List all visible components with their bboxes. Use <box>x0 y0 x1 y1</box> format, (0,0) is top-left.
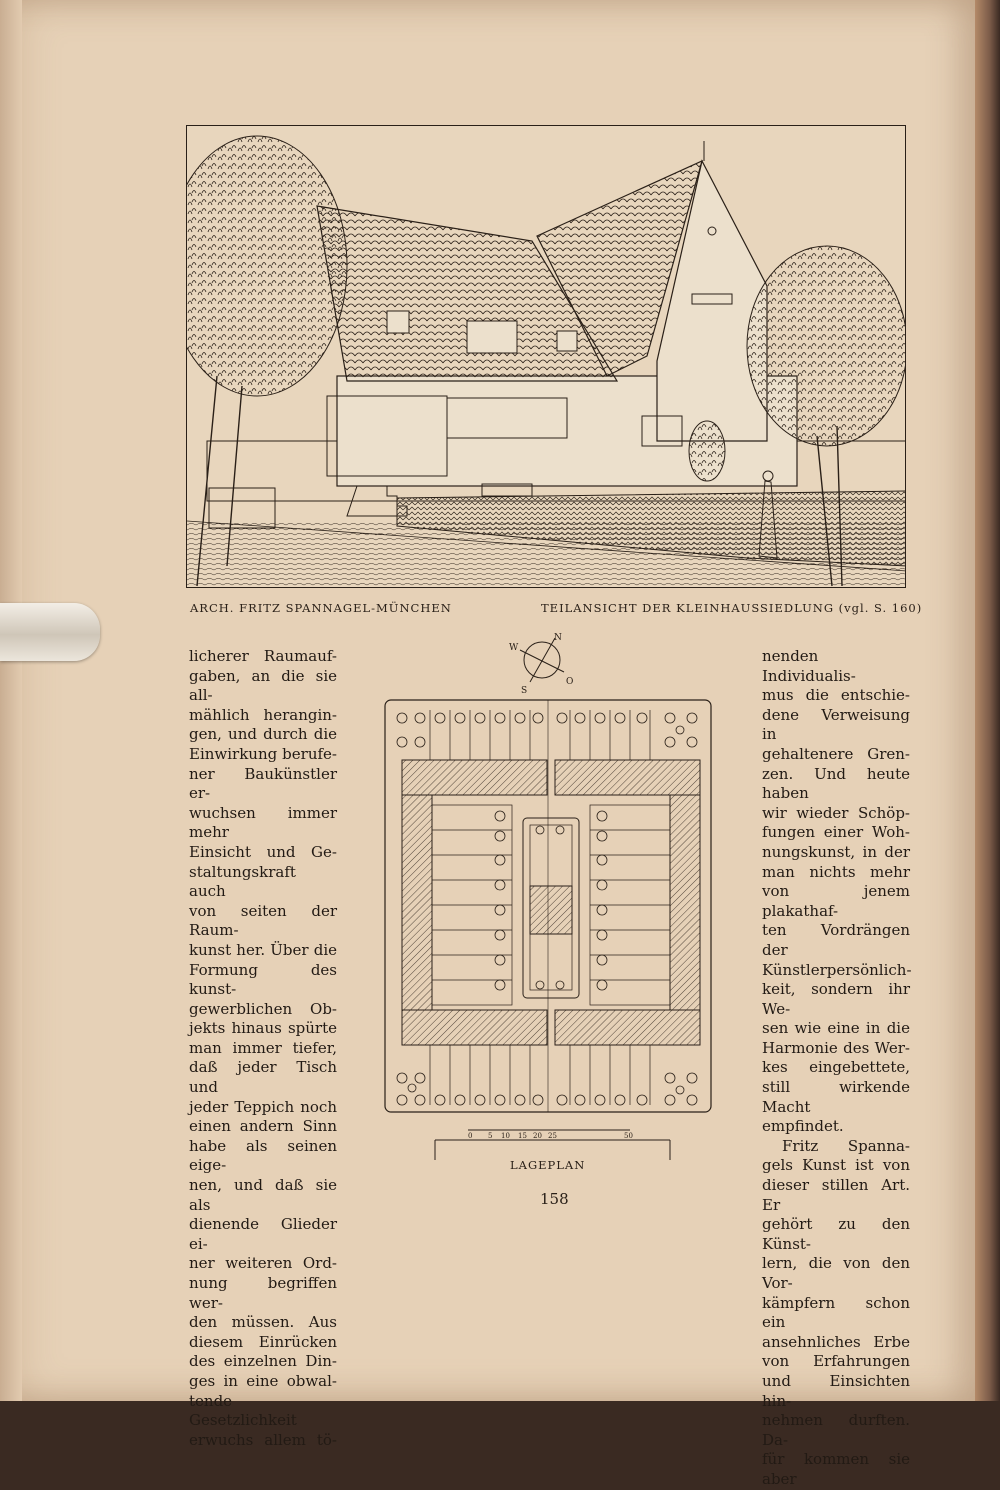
text-line: fungen einer Woh- <box>762 823 910 842</box>
house-drawing <box>187 126 906 588</box>
text-line: diesem Einrücken <box>189 1332 337 1351</box>
text-line: empfindet. <box>762 1117 844 1136</box>
text-line: mus die entschie- <box>762 686 910 705</box>
text-line: gaben, an die sie all- <box>189 666 337 705</box>
text-line: mählich herangin- <box>189 705 337 724</box>
scale-tick: 15 <box>518 1132 527 1140</box>
text-line: Harmonie des Wer- <box>762 1038 910 1057</box>
scale-tick: 50 <box>624 1132 633 1140</box>
text-line: tende Gesetzlichkeit <box>189 1391 297 1430</box>
text-line: still wirkende Macht <box>762 1078 910 1116</box>
text-line: dieser stillen Art. Er <box>762 1176 910 1214</box>
scale-tick: 0 <box>468 1132 473 1140</box>
text-line: Einwirkung berufe- <box>189 744 337 763</box>
text-line: daß jeder Tisch und <box>189 1058 337 1097</box>
text-line: den müssen. Aus <box>189 1313 337 1332</box>
text-line: gehört zu den Künst- <box>762 1215 910 1253</box>
text-line: Künstlerpersönlich- <box>762 960 912 979</box>
text-line: gewerblichen Ob- <box>189 999 337 1018</box>
text-line: nehmen durften. Da- <box>762 1411 910 1449</box>
caption-architect: ARCH. FRITZ SPANNAGEL-MÜNCHEN <box>190 601 452 615</box>
text-line: kämpfern schon ein <box>762 1293 910 1332</box>
text-line: nen, und daß sie als <box>189 1176 337 1214</box>
text-line: staltungskraft auch <box>189 862 296 901</box>
text-line: gen, und durch die <box>189 725 337 744</box>
page-number: 158 <box>540 1190 569 1208</box>
text-line: nenden Individualis- <box>762 647 856 685</box>
text-line: zen. Und heute haben <box>762 764 910 803</box>
compass-o: O <box>566 677 574 687</box>
compass-n: N <box>554 633 562 643</box>
text-line: Einsicht und Ge- <box>189 842 337 861</box>
text-line: von Erfahrungen <box>762 1352 910 1371</box>
compass-rose <box>509 633 573 696</box>
text-line: licherer Raumauf- <box>189 647 337 665</box>
page-clip-tab <box>0 603 100 661</box>
text-line: keit, sondern ihr We- <box>762 980 910 1018</box>
scale-tick: 20 <box>533 1132 542 1140</box>
book-edge <box>975 0 1000 1401</box>
text-line: gehaltenere Gren- <box>762 744 910 763</box>
text-line: lern, die von den Vor- <box>762 1254 910 1292</box>
text-line: sen wie eine in die <box>762 1019 910 1038</box>
text-line: gels Kunst ist von <box>762 1156 910 1175</box>
text-line: erwuchs allem tö- <box>189 1430 337 1449</box>
text-line: ner weiteren Ord- <box>189 1254 337 1273</box>
text-line: dene Verweisung in <box>762 705 910 744</box>
text-line: ten Vordrängen der <box>762 921 910 959</box>
text-line: nung begriffen wer- <box>189 1274 337 1312</box>
text-line: kunst her. Über die <box>189 940 337 959</box>
text-line: des einzelnen Din- <box>189 1352 337 1371</box>
text-line: jeder Teppich noch <box>189 1097 337 1116</box>
caption-title: TEILANSICHT DER KLEINHAUSSIEDLUNG (vgl. S. 160) <box>541 601 923 615</box>
right-text-column <box>762 647 910 1490</box>
text-line: ner Baukünstler er- <box>189 764 337 803</box>
text-line: Fritz Spanna- <box>782 1136 910 1155</box>
plan-label: LAGEPLAN <box>510 1158 586 1172</box>
house-illustration <box>186 125 906 588</box>
text-line: und Einsichten hin- <box>762 1371 910 1410</box>
text-line: ges in eine obwal- <box>189 1371 337 1390</box>
compass-w: W <box>509 643 519 653</box>
text-line: man nichts mehr <box>762 862 910 881</box>
text-line: nungskunst, in der <box>762 842 910 861</box>
page-gutter <box>0 0 22 1401</box>
scale-tick: 5 <box>488 1132 493 1140</box>
text-line: jekts hinaus spürte <box>189 1019 337 1038</box>
scale-bar <box>435 1130 670 1160</box>
text-line: wir wieder Schöp- <box>762 803 910 822</box>
text-line: habe als seinen eige- <box>189 1136 337 1175</box>
text-line: einen andern Sinn <box>189 1117 337 1136</box>
scale-tick: 25 <box>548 1132 557 1140</box>
site-plan <box>380 630 716 1160</box>
text-line: kes eingebettete, <box>762 1058 910 1077</box>
text-line: von seiten der Raum- <box>189 901 337 940</box>
text-line: von jenem plakathaf- <box>762 882 910 920</box>
text-line: man immer tiefer, <box>189 1038 337 1057</box>
text-line: Formung des kunst- <box>189 960 337 999</box>
left-text-column <box>189 647 337 1450</box>
text-line: wuchsen immer mehr <box>189 803 337 842</box>
text-line: für kommen sie aber <box>762 1450 910 1488</box>
text-line: ansehnliches Erbe <box>762 1332 910 1351</box>
text-line: dienende Glieder ei- <box>189 1215 337 1253</box>
compass-s: S <box>521 686 528 696</box>
scale-tick: 10 <box>501 1132 510 1140</box>
